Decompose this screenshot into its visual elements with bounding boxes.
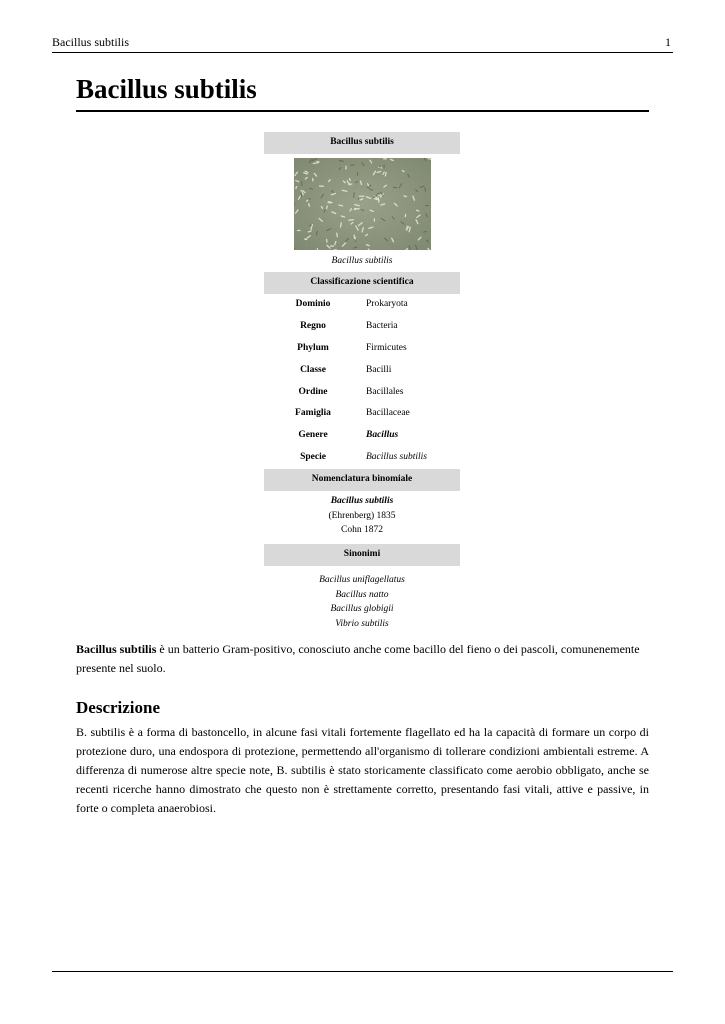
row-value: Bacilli — [366, 364, 392, 375]
section-heading-descrizione: Descrizione — [76, 698, 161, 717]
row-value: Bacillaceae — [366, 408, 410, 419]
intro-bold-name: Bacillus subtilis — [76, 642, 157, 656]
taxobox — [264, 132, 460, 631]
bacteria-micrograph-image — [294, 158, 431, 250]
intro-paragraph — [76, 640, 649, 677]
row-value: Bacillus subtilis — [366, 452, 427, 463]
classification-table — [264, 294, 460, 469]
synonyms-list — [264, 566, 460, 631]
page-number: 1 — [665, 35, 671, 49]
row-label: Regno — [300, 320, 326, 331]
row-label: Genere — [298, 430, 328, 441]
synonyms-header: Sinonimi — [264, 544, 460, 566]
row-label: Ordine — [298, 386, 328, 397]
classification-header: Classificazione scientifica — [264, 272, 460, 294]
row-label: Specie — [300, 452, 326, 463]
page-title: Bacillus subtilis — [76, 72, 649, 112]
running-header — [52, 35, 673, 53]
row-value: Bacillus — [366, 430, 399, 441]
classification-row — [264, 447, 460, 469]
binomial-header: Nomenclatura binomiale — [264, 469, 460, 491]
row-value: Prokaryota — [366, 299, 408, 309]
image-caption: Bacillus subtilis — [331, 256, 393, 266]
intro-text: è un batterio Gram-positivo, conosciuto anche come bacillo del fieno o dei pascoli, comunenemente presente nel suolo. — [76, 642, 640, 675]
footer-divider — [52, 971, 673, 972]
row-label: Famiglia — [295, 408, 331, 419]
row-label: Phylum — [297, 342, 329, 353]
row-value: Firmicutes — [366, 342, 407, 353]
classification-row — [264, 425, 460, 447]
row-value: Bacillales — [366, 386, 404, 397]
classification-row — [264, 403, 460, 425]
classification-row — [264, 316, 460, 338]
row-value: Bacteria — [366, 320, 398, 331]
binomial-block — [264, 491, 460, 538]
row-label: Dominio — [295, 299, 331, 309]
classification-row — [264, 294, 460, 316]
classification-row — [264, 360, 460, 382]
synonym-item: Bacillus uniflagellatus — [319, 574, 405, 585]
binomial-authority: (Ehrenberg) 1835 — [328, 510, 396, 521]
synonym-item: Bacillus globigii — [330, 604, 394, 615]
classification-row — [264, 382, 460, 404]
description-paragraph: B. subtilis è a forma di bastoncello, in alcune fasi vitali fortemente flagellato ed ha la capacità di formare un corpo di protezione duro, una endospora di protezione, permettendo all'organismo di tollerare condizioni ambientali estreme. A differenza di numerose altre specie note, B. subtilis è stato storicamente classificato come aerobio obbligato, anche se recenti ricerche hanno dimostrato che questo non è strettamente corretto, presentando fasi vitali, attive e passive, in forte o completa anaerobiosi. — [76, 725, 649, 815]
synonym-item: Bacillus natto — [335, 589, 389, 600]
binomial-name: Bacillus subtilis — [330, 496, 394, 507]
classification-row — [264, 338, 460, 360]
synonym-item: Vibrio subtilis — [335, 618, 389, 629]
binomial-authority: Cohn 1872 — [341, 525, 383, 536]
taxobox-title: Bacillus subtilis — [264, 132, 460, 154]
row-label: Classe — [300, 364, 326, 375]
running-header-title: Bacillus subtilis — [52, 35, 130, 49]
